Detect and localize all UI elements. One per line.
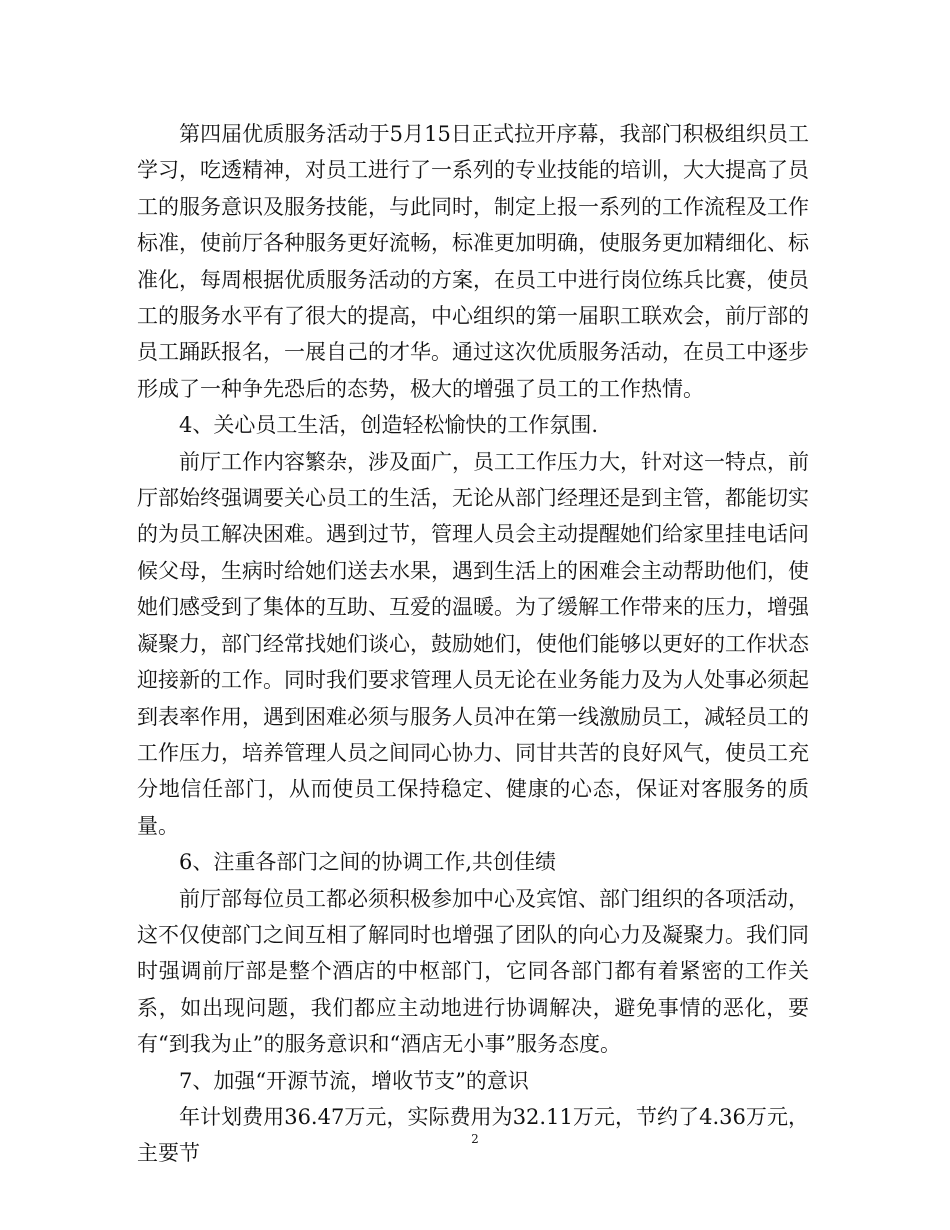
paragraph-quality-service: 第四届优质服务活动于5月15日正式拉开序幕，我部门积极组织员工学习，吃透精神，对员工进行了一系列的专业技能的培训，大大提高了员工的服务意识及服务技能，与此同时，制定上报一系列的工作流程及工作标准，使前厅各种服务更好流畅，标准更加明确，使服务更加精细化、标准化，每周根据优质服务活动的方案，在员工中进行岗位练兵比赛，使员工的服务水平有了很大的提高，中心组织的第一届职工联欢会，前厅部的员工踊跃报名，一展自己的才华。通过这次优质服务活动，在员工中逐步形成了一种争先恐后的态势，极大的增强了员工的工作热情。 [137,122,809,401]
paragraph-cost-saving: 年计划费用36.47万元，实际费用为32.11万元，节约了4.36万元，主要节 [137,1104,809,1166]
paragraph-department-coordination: 前厅部每位员工都必须积极参加中心及宾馆、部门组织的各项活动，这不仅使部门之间互相了解同时也增强了团队的向心力及凝聚力。我们同时强调前厅部是整个酒店的中枢部门，它同各部门都有着紧密的工作关系，如出现问题，我们都应主动地进行协调解决，避免事情的恶化，要有“到我为止”的服务意识和“酒店无小事”服务态度。 [137,886,809,1057]
heading-department-coordination: 6、注重各部门之间的协调工作,共创佳绩 [179,850,557,875]
document-body [137,116,809,1172]
paragraph-care-employees: 前厅工作内容繁杂，涉及面广，员工工作压力大，针对这一特点，前厅部始终强调要关心员工的生活，无论从部门经理还是到主管，都能切实的为员工解决困难。遇到过节，管理人员会主动提醒她们给家里挂电话问候父母，生病时给她们送去水果，遇到生活上的困难会主动帮助他们，使她们感受到了集体的互助、互爱的温暖。为了缓解工作带来的压力，增强凝聚力，部门经常找她们谈心，鼓励她们，使他们能够以更好的工作状态迎接新的工作。同时我们要求管理人员无论在业务能力及为人处事必须起到表率作用，遇到困难必须与服务人员冲在第一线激励员工，减轻员工的工作压力，培养管理人员之间同心协力、同甘共苦的良好风气，使员工充分地信任部门，从而使员工保持稳定、健康的心态，保证对客服务的质量。 [137,449,809,838]
heading-care-employees: 4、关心员工生活，创造轻松愉快的工作氛围. [179,413,599,438]
page-number: 2 [471,1132,479,1146]
heading-cost-saving: 7、加强“开源节流，增收节支”的意识 [179,1068,529,1093]
